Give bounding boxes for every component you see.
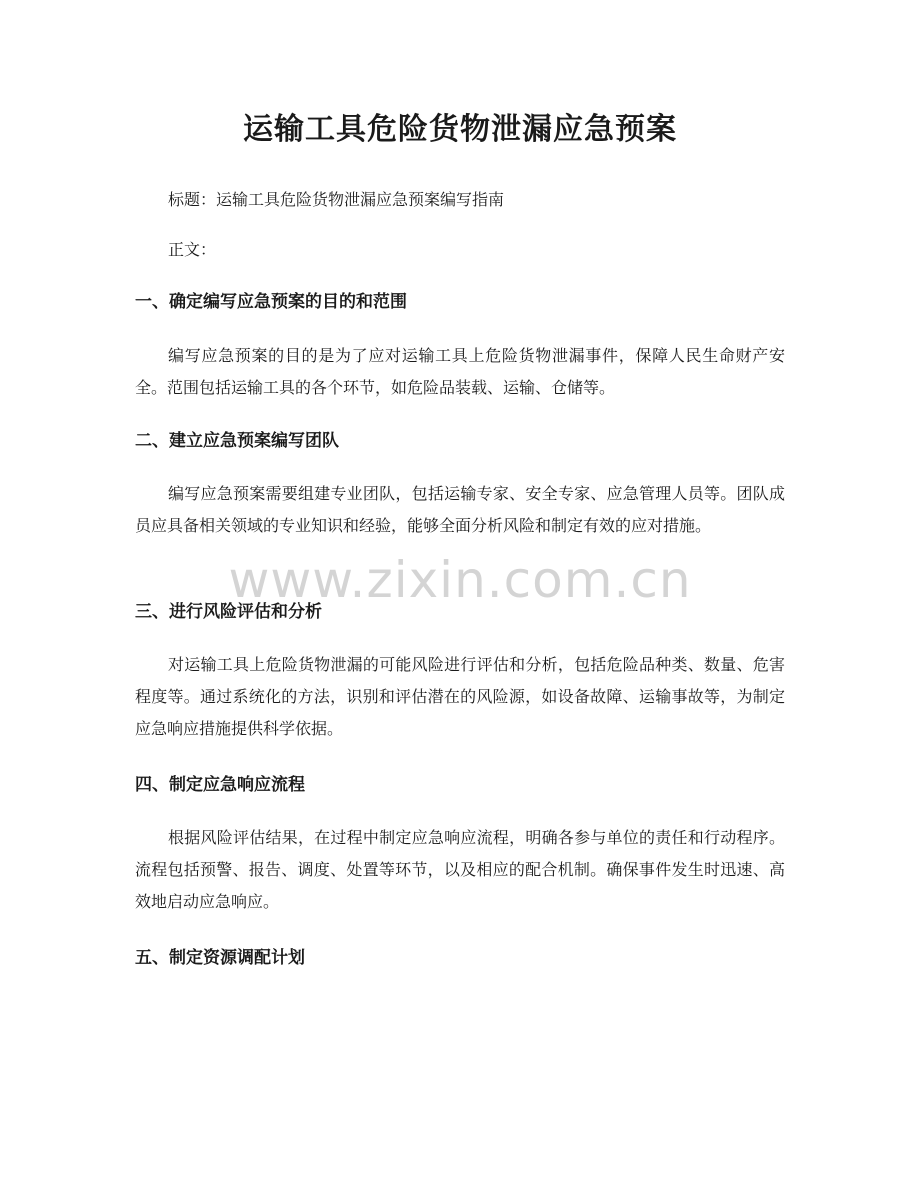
section-paragraph-1: 编写应急预案的目的是为了应对运输工具上危险货物泄漏事件，保障人民生命财产安全。范围包括运输工具的各个环节，如危险品装载、运输、仓储等。: [135, 346, 785, 397]
section-paragraph-4: 根据风险评估结果，在过程中制定应急响应流程，明确各参与单位的责任和行动程序。流程包括预警、报告、调度、处置等环节，以及相应的配合机制。确保事件发生时迅速、高效地启动应急响应。: [135, 828, 785, 911]
watermark: www.zixin.com.cn: [228, 551, 692, 609]
section-heading-2: 二、建立应急预案编写团队: [135, 431, 339, 451]
section-heading-3: 三、进行风险评估和分析: [135, 602, 322, 622]
section-paragraph-3: 对运输工具上危险货物泄漏的可能风险进行评估和分析，包括危险品种类、数量、危害程度等。通过系统化的方法，识别和评估潜在的风险源，如设备故障、运输事故等，为制定应急响应措施提供科学依据。: [135, 655, 785, 738]
section-heading-1: 一、确定编写应急预案的目的和范围: [135, 292, 407, 312]
body-label: 正文：: [168, 240, 217, 259]
section-heading-4: 四、制定应急响应流程: [135, 775, 305, 795]
section-paragraph-2: 编写应急预案需要组建专业团队，包括运输专家、安全专家、应急管理人员等。团队成员应具备相关领域的专业知识和经验，能够全面分析风险和制定有效的应对措施。: [135, 484, 785, 535]
page-title: 运输工具危险货物泄漏应急预案: [243, 112, 677, 147]
subtitle-line: 标题：运输工具危险货物泄漏应急预案编写指南: [168, 190, 505, 209]
section-heading-5: 五、制定资源调配计划: [135, 948, 305, 968]
